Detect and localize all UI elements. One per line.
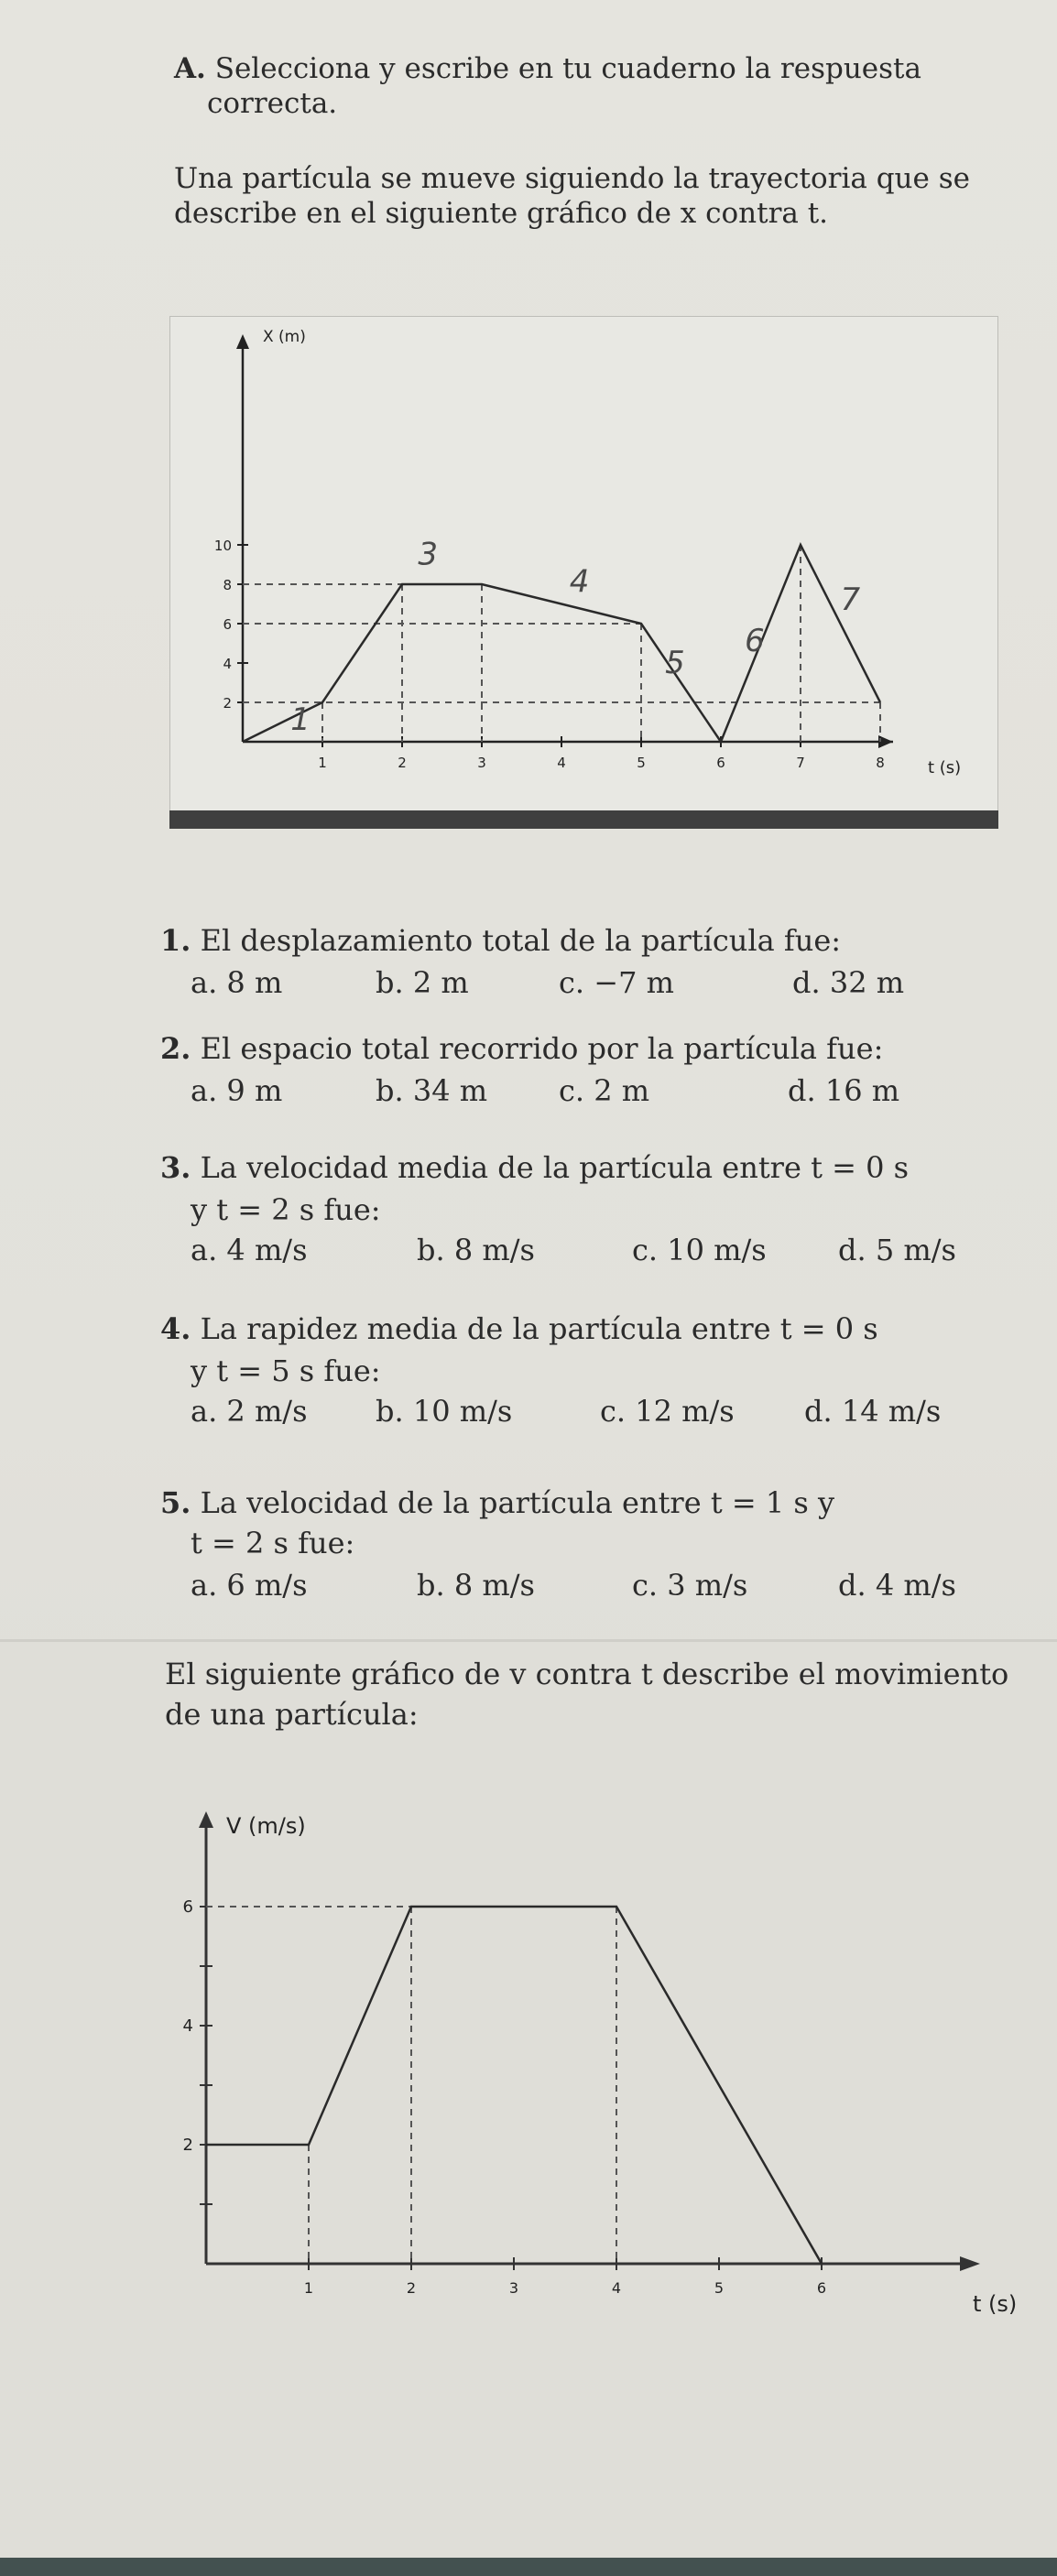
x-tick-label: 5 bbox=[637, 755, 646, 771]
option-2d[interactable]: d. 16 m bbox=[788, 1073, 900, 1108]
x-tick-label: 1 bbox=[303, 2279, 314, 2297]
y-tick-label: 4 bbox=[182, 2016, 193, 2036]
question-number: 3. bbox=[160, 1150, 191, 1185]
option-3a[interactable]: a. 4 m/s bbox=[191, 1233, 308, 1267]
question-number: 2. bbox=[160, 1031, 191, 1066]
handwritten-annotation: 6 bbox=[745, 623, 765, 660]
y-axis-label: X (m) bbox=[263, 328, 306, 346]
x-tick-label: 2 bbox=[406, 2279, 417, 2297]
handwritten-annotation: 4 bbox=[569, 563, 590, 601]
option-2a[interactable]: a. 9 m bbox=[191, 1073, 283, 1108]
series-line bbox=[206, 1907, 822, 2264]
option-5c[interactable]: c. 3 m/s bbox=[632, 1568, 748, 1603]
x-tick-label: 8 bbox=[876, 755, 885, 771]
option-2b[interactable]: b. 34 m bbox=[376, 1073, 488, 1108]
question-5-line2: t = 2 s fue: bbox=[191, 1526, 355, 1560]
velocity-time-graph bbox=[137, 1795, 1057, 2363]
option-5a[interactable]: a. 6 m/s bbox=[191, 1568, 308, 1603]
problem-statement: Una partícula se mueve siguiendo la trayectoria que se describe en el siguiente gráfico de x contra t. bbox=[174, 162, 970, 230]
option-3d[interactable]: d. 5 m/s bbox=[838, 1233, 956, 1267]
x-axis-label: t (s) bbox=[973, 2291, 1018, 2317]
option-4b[interactable]: b. 10 m/s bbox=[376, 1394, 513, 1429]
x-tick-label: 3 bbox=[477, 755, 486, 771]
option-5d[interactable]: d. 4 m/s bbox=[838, 1568, 956, 1603]
x-tick-label: 6 bbox=[716, 755, 725, 771]
x-axis-label: t (s) bbox=[928, 758, 962, 777]
y-tick-label: 4 bbox=[223, 656, 232, 672]
question-number: 1. bbox=[160, 923, 191, 958]
question-4-line2: y t = 5 s fue: bbox=[191, 1353, 381, 1388]
question-1 bbox=[160, 923, 1012, 958]
y-tick-label: 6 bbox=[182, 1897, 193, 1917]
option-2c[interactable]: c. 2 m bbox=[559, 1073, 650, 1108]
option-1d[interactable]: d. 32 m bbox=[792, 965, 905, 1000]
x-tick-label: 7 bbox=[796, 755, 805, 771]
position-time-graph bbox=[169, 316, 998, 829]
y-tick-label: 2 bbox=[223, 695, 232, 712]
question-text: El espacio total recorrido por la partícula fue: bbox=[200, 1031, 884, 1066]
question-text-line1: La velocidad de la partícula entre t = 1 s y bbox=[200, 1485, 835, 1520]
x-tick-label: 4 bbox=[557, 755, 566, 771]
option-3c[interactable]: c. 10 m/s bbox=[632, 1233, 767, 1267]
option-3b[interactable]: b. 8 m/s bbox=[417, 1233, 535, 1267]
handwritten-annotation: 5 bbox=[665, 644, 685, 681]
option-4d[interactable]: d. 14 m/s bbox=[804, 1394, 942, 1429]
handwritten-annotation: 1 bbox=[290, 701, 311, 739]
question-text-line1: La velocidad media de la partícula entre t = 0 s bbox=[200, 1150, 910, 1185]
y-tick-label: 2 bbox=[182, 2136, 193, 2155]
question-number: 5. bbox=[160, 1485, 191, 1520]
option-1a[interactable]: a. 8 m bbox=[191, 965, 283, 1000]
section-label: A. bbox=[174, 52, 206, 85]
graph-frame-shadow bbox=[169, 810, 998, 829]
x-tick-label: 5 bbox=[714, 2279, 725, 2297]
y-tick-label: 8 bbox=[223, 577, 232, 593]
y-tick-label: 6 bbox=[223, 616, 232, 633]
question-5 bbox=[160, 1485, 1030, 1520]
question-text-line1: La rapidez media de la partícula entre t = 0 s bbox=[200, 1311, 878, 1346]
y-tick-label: 10 bbox=[213, 538, 232, 554]
option-1b[interactable]: b. 2 m bbox=[376, 965, 469, 1000]
instruction-text: Selecciona y escribe en tu cuaderno la respuesta correcta. bbox=[207, 52, 921, 120]
x-tick-label: 6 bbox=[816, 2279, 827, 2297]
option-1c[interactable]: c. −7 m bbox=[559, 965, 674, 1000]
question-number: 4. bbox=[160, 1311, 191, 1346]
option-4c[interactable]: c. 12 m/s bbox=[600, 1394, 735, 1429]
x-axis-arrow bbox=[960, 2256, 980, 2271]
x-tick-label: 4 bbox=[611, 2279, 622, 2297]
question-text: El desplazamiento total de la partícula fue: bbox=[200, 923, 842, 958]
question-2 bbox=[160, 1031, 1030, 1066]
y-axis-arrow bbox=[199, 1811, 213, 1828]
question-4 bbox=[160, 1311, 1030, 1346]
section-instruction bbox=[174, 51, 1022, 121]
x-tick-label: 3 bbox=[508, 2279, 519, 2297]
option-4a[interactable]: a. 2 m/s bbox=[191, 1394, 308, 1429]
second-intro: El siguiente gráfico de v contra t describe el movimiento de una partícula: bbox=[165, 1657, 1009, 1732]
y-axis-label: V (m/s) bbox=[226, 1813, 306, 1839]
x-tick-label: 1 bbox=[318, 755, 327, 771]
option-5b[interactable]: b. 8 m/s bbox=[417, 1568, 535, 1603]
handwritten-annotation: 7 bbox=[840, 581, 861, 618]
handwritten-annotation: 3 bbox=[418, 536, 439, 573]
question-3-line2: y t = 2 s fue: bbox=[191, 1192, 381, 1227]
x-tick-label: 2 bbox=[398, 755, 407, 771]
question-3 bbox=[160, 1150, 1030, 1185]
